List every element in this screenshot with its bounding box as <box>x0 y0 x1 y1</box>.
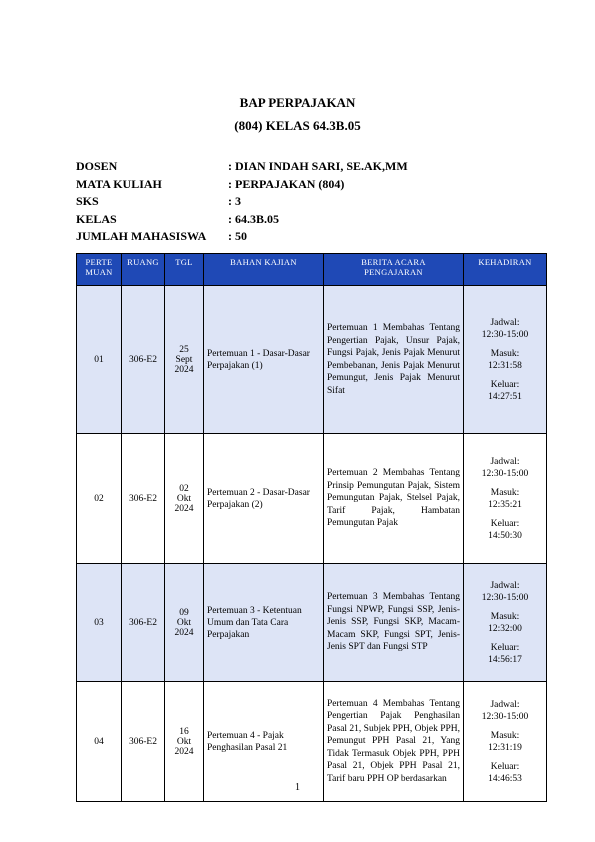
cell-berita-acara: Pertemuan 3 Membahas Tentang Fungsi NPWP, Fungsi SSP, Jenis-Jenis SSP, Fungsi SKP, Macam-Macam SKP, Fungsi SPT, Jenis-Jenis SPT dan Fungsi STP <box>324 564 464 682</box>
document-subtitle: (804) KELAS 64.3B.05 <box>234 118 361 133</box>
header-ruang: RUANG <box>122 254 165 286</box>
info-value: : 64.3B.05 <box>228 211 279 226</box>
document-title: BAP PERPAJAKAN <box>239 95 356 110</box>
cell-bahan-kajian: Pertemuan 2 - Dasar-Dasar Perpajakan (2) <box>204 434 324 564</box>
header-berita-acara: BERITA ACARA PENGAJARAN <box>324 254 464 286</box>
cell-bahan-kajian: Pertemuan 1 - Dasar-Dasar Perpajakan (1) <box>204 286 324 434</box>
cell-ruang: 306-E2 <box>122 286 165 434</box>
header-pertemuan: PERTE MUAN <box>77 254 122 286</box>
info-value: : 50 <box>228 229 247 243</box>
info-row-kelas <box>76 211 408 229</box>
table-header-row <box>77 254 547 286</box>
cell-tgl: 16 Okt 2024 <box>165 682 204 802</box>
table-row <box>77 434 547 564</box>
info-value: : DIAN INDAH SARI, SE.AK,MM <box>228 159 408 173</box>
table-row <box>77 564 547 682</box>
info-label: JUMLAH MAHASISWA <box>76 229 207 243</box>
cell-tgl: 25 Sept 2024 <box>165 286 204 434</box>
cell-pertemuan: 02 <box>77 434 122 564</box>
cell-kehadiran: Jadwal: 12:30-15:00 Masuk: 12:31:58 Keluar: 14:27:51 <box>464 286 547 434</box>
info-row-jumlah-mahasiswa <box>76 228 408 246</box>
cell-ruang: 306-E2 <box>122 434 165 564</box>
header-kehadiran: KEHADIRAN <box>464 254 547 286</box>
info-label: DOSEN <box>76 159 118 173</box>
cell-tgl: 09 Okt 2024 <box>165 564 204 682</box>
header-tgl: TGL <box>165 254 204 286</box>
cell-ruang: 306-E2 <box>122 564 165 682</box>
cell-tgl: 02 Okt 2024 <box>165 434 204 564</box>
info-row-mata-kuliah <box>76 176 408 194</box>
info-label: MATA KULIAH <box>76 176 162 191</box>
page-number: 1 <box>295 782 300 793</box>
cell-ruang: 306-E2 <box>122 682 165 802</box>
cell-bahan-kajian: Pertemuan 4 - Pajak Penghasilan Pasal 21 <box>204 682 324 802</box>
cell-berita-acara: Pertemuan 1 Membahas Tentang Pengertian Pajak, Unsur Pajak, Fungsi Pajak, Jenis Pajak Menurut Pembebanan, Jenis Pajak Menurut Pemungut, Jenis Pajak Menurut Sifat <box>324 286 464 434</box>
info-value: : 3 <box>228 194 241 208</box>
cell-kehadiran: Jadwal: 12:30-15:00 Masuk: 12:31:19 Keluar: 14:46:53 <box>464 682 547 802</box>
info-value: : PERPAJAKAN (804) <box>228 176 345 191</box>
course-info <box>76 158 408 246</box>
info-label: KELAS <box>76 211 117 226</box>
cell-kehadiran: Jadwal: 12:30-15:00 Masuk: 12:35:21 Keluar: 14:50:30 <box>464 434 547 564</box>
cell-pertemuan: 03 <box>77 564 122 682</box>
info-row-sks <box>76 193 408 211</box>
info-label: SKS <box>76 194 99 208</box>
cell-berita-acara: Pertemuan 2 Membahas Tentang Prinsip Pemungutan Pajak, Sistem Pemungutan Pajak, Stelsel Pajak, Tarif Pajak, Hambatan Pemungutan Pajak <box>324 434 464 564</box>
cell-berita-acara: Pertemuan 4 Membahas Tentang Pengertian Pajak Penghasilan Pasal 21, Subjek PPH, Objek PPH, Pemungut PPH Pasal 21, Yang Tidak Termasuk Objek PPH, PPH Pasal 21, Objek PPH Pasal 21, Tarif baru PPH OP berdasarkan <box>324 682 464 802</box>
cell-bahan-kajian: Pertemuan 3 - Ketentuan Umum dan Tata Cara Perpajakan <box>204 564 324 682</box>
cell-pertemuan: 01 <box>77 286 122 434</box>
table-row <box>77 286 547 434</box>
header-bahan-kajian: BAHAN KAJIAN <box>204 254 324 286</box>
cell-kehadiran: Jadwal: 12:30-15:00 Masuk: 12:32:00 Keluar: 14:56:17 <box>464 564 547 682</box>
cell-pertemuan: 04 <box>77 682 122 802</box>
info-row-dosen <box>76 158 408 176</box>
attendance-table <box>76 253 547 802</box>
